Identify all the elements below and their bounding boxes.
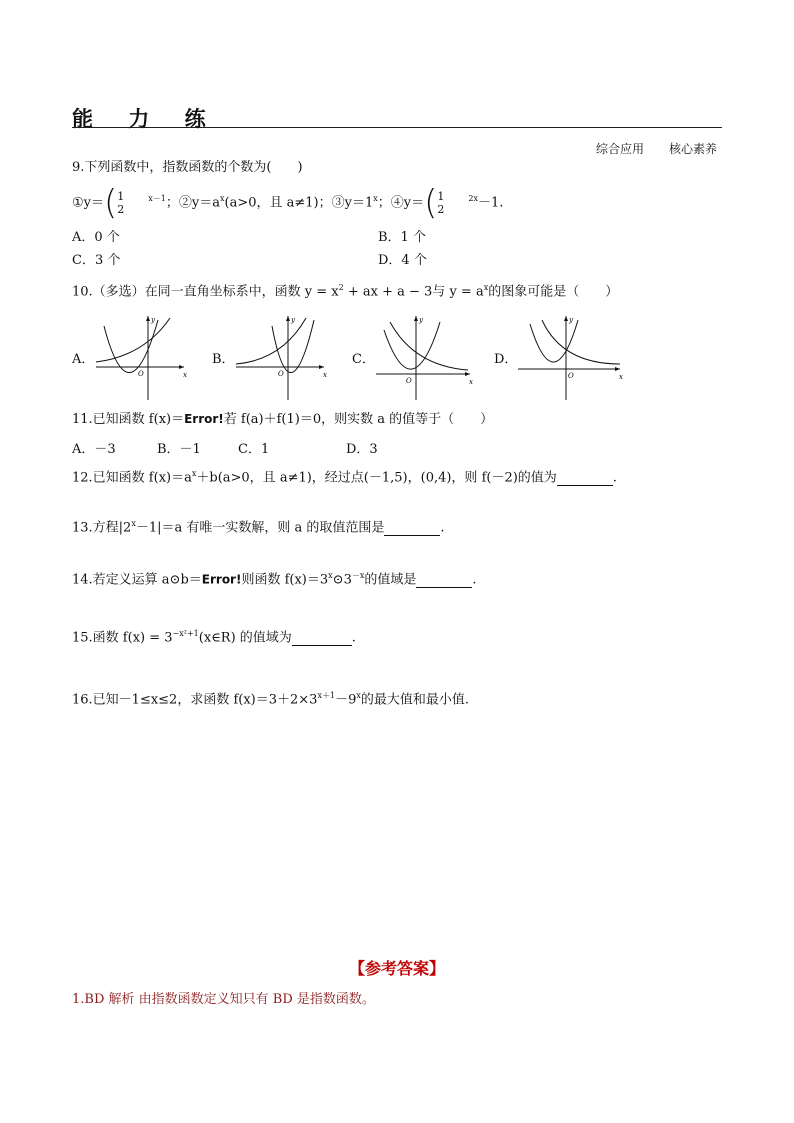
q9-option-c: C．3 个: [72, 253, 121, 268]
origin-label: O: [138, 370, 144, 378]
q12-stem: 12.已知函数 $f(x)=a^x+b(a>0$，且 a≠1)，经过点(－1,5)，(0,4)，则 f(－2)的值为 .: [72, 469, 617, 486]
left-paren: (: [104, 183, 118, 223]
q14-stem: 14.若定义运算 a⊙b＝Error!则函数 $f(x)=3^x⊙3^{-x}$的值域是 .: [72, 571, 477, 588]
q10-graph-c-label: C．: [352, 352, 375, 367]
q14-answer-blank[interactable]: [416, 575, 472, 588]
q9-expression: ①y＝(1 $2^{x-1}$；$②y=a^x(a>0$，且 a≠1)；$③y=1^x$；④y＝(1 $2^{2x}-1$.: [72, 183, 504, 223]
q10-graph-b-label: B．: [212, 352, 235, 367]
answers-title: 【参考答案】: [348, 959, 445, 978]
y-axis-label: y: [569, 316, 573, 324]
q15-answer-blank[interactable]: [292, 633, 352, 646]
q11-option-d: D．3: [346, 442, 378, 457]
q11-option-c: C．1: [238, 442, 270, 457]
section-heading: 能 力 练: [72, 107, 220, 131]
q10-graph-a: [94, 312, 190, 402]
q14-error-field: Error!: [201, 572, 242, 587]
q10-graph-d: [516, 312, 626, 402]
q11-option-b: B．－1: [157, 442, 201, 457]
y-axis-label: y: [151, 316, 155, 324]
x-axis-label: x: [469, 378, 473, 386]
origin-label: O: [406, 377, 412, 385]
q10-graph-a-label: A．: [72, 352, 95, 367]
q10-stem: 10.（多选）在同一直角坐标系中，函数 $y = x^2$ + ax + a − 3与 $y = a^x$的图象可能是（ ）: [72, 283, 619, 300]
answer-line-1: 1.BD 解析 由指数函数定义知只有 BD 是指数函数。: [72, 992, 375, 1007]
q9-option-d: D．4 个: [378, 253, 427, 268]
tag-core-literacy: 核心素养: [669, 142, 718, 156]
q11-option-a: A．－3: [72, 442, 116, 457]
q13-answer-blank[interactable]: [384, 523, 440, 536]
x-axis-label: x: [323, 371, 327, 379]
x-axis-label: x: [183, 371, 187, 379]
origin-label: O: [278, 370, 284, 378]
q16-stem: 16.已知－1≤x≤2，求函数 $f(x)=3+2\times 3^{x+1}-9^x$的最大值和最小值.: [72, 691, 470, 708]
q9-option-b: B．1 个: [378, 230, 426, 245]
q10-graph-d-label: D．: [494, 352, 518, 367]
y-axis-label: y: [419, 316, 423, 324]
q13-stem: 13.方程$|2^x-1|=a$ 有唯一实数解，则 a 的取值范围是 .: [72, 519, 445, 536]
q10-graph-b: [234, 312, 330, 402]
q9-exp1: x－1: [148, 194, 166, 204]
q11-stem: 11.已知函数 f(x)＝Error!若 f(a)＋f(1)＝0，则实数 a 的值等于（ ）: [72, 412, 494, 427]
q10-graph-c: [374, 312, 474, 402]
origin-label: O: [568, 372, 574, 380]
q9-option-a: A．0 个: [72, 230, 120, 245]
tag-comprehensive: 综合应用: [596, 142, 645, 156]
q9-part1: ①y＝: [72, 195, 104, 211]
q12-answer-blank[interactable]: [557, 473, 613, 486]
q9-part2: ；②y＝a: [165, 195, 220, 211]
x-axis-label: x: [619, 373, 623, 381]
heading-rule: [72, 127, 722, 128]
q9-fraction-1: 1 2: [117, 190, 125, 216]
y-axis-label: y: [291, 316, 295, 324]
q9-stem: 9.下列函数中，指数函数的个数为( ): [72, 160, 303, 175]
q11-error-field: Error!: [184, 412, 224, 426]
q9-fraction-2: 1 2: [437, 190, 445, 216]
q15-stem: 15.函数 $f(x) = 3^{-x^2+1}(x\in R)$ 的值域为 .: [72, 629, 356, 646]
